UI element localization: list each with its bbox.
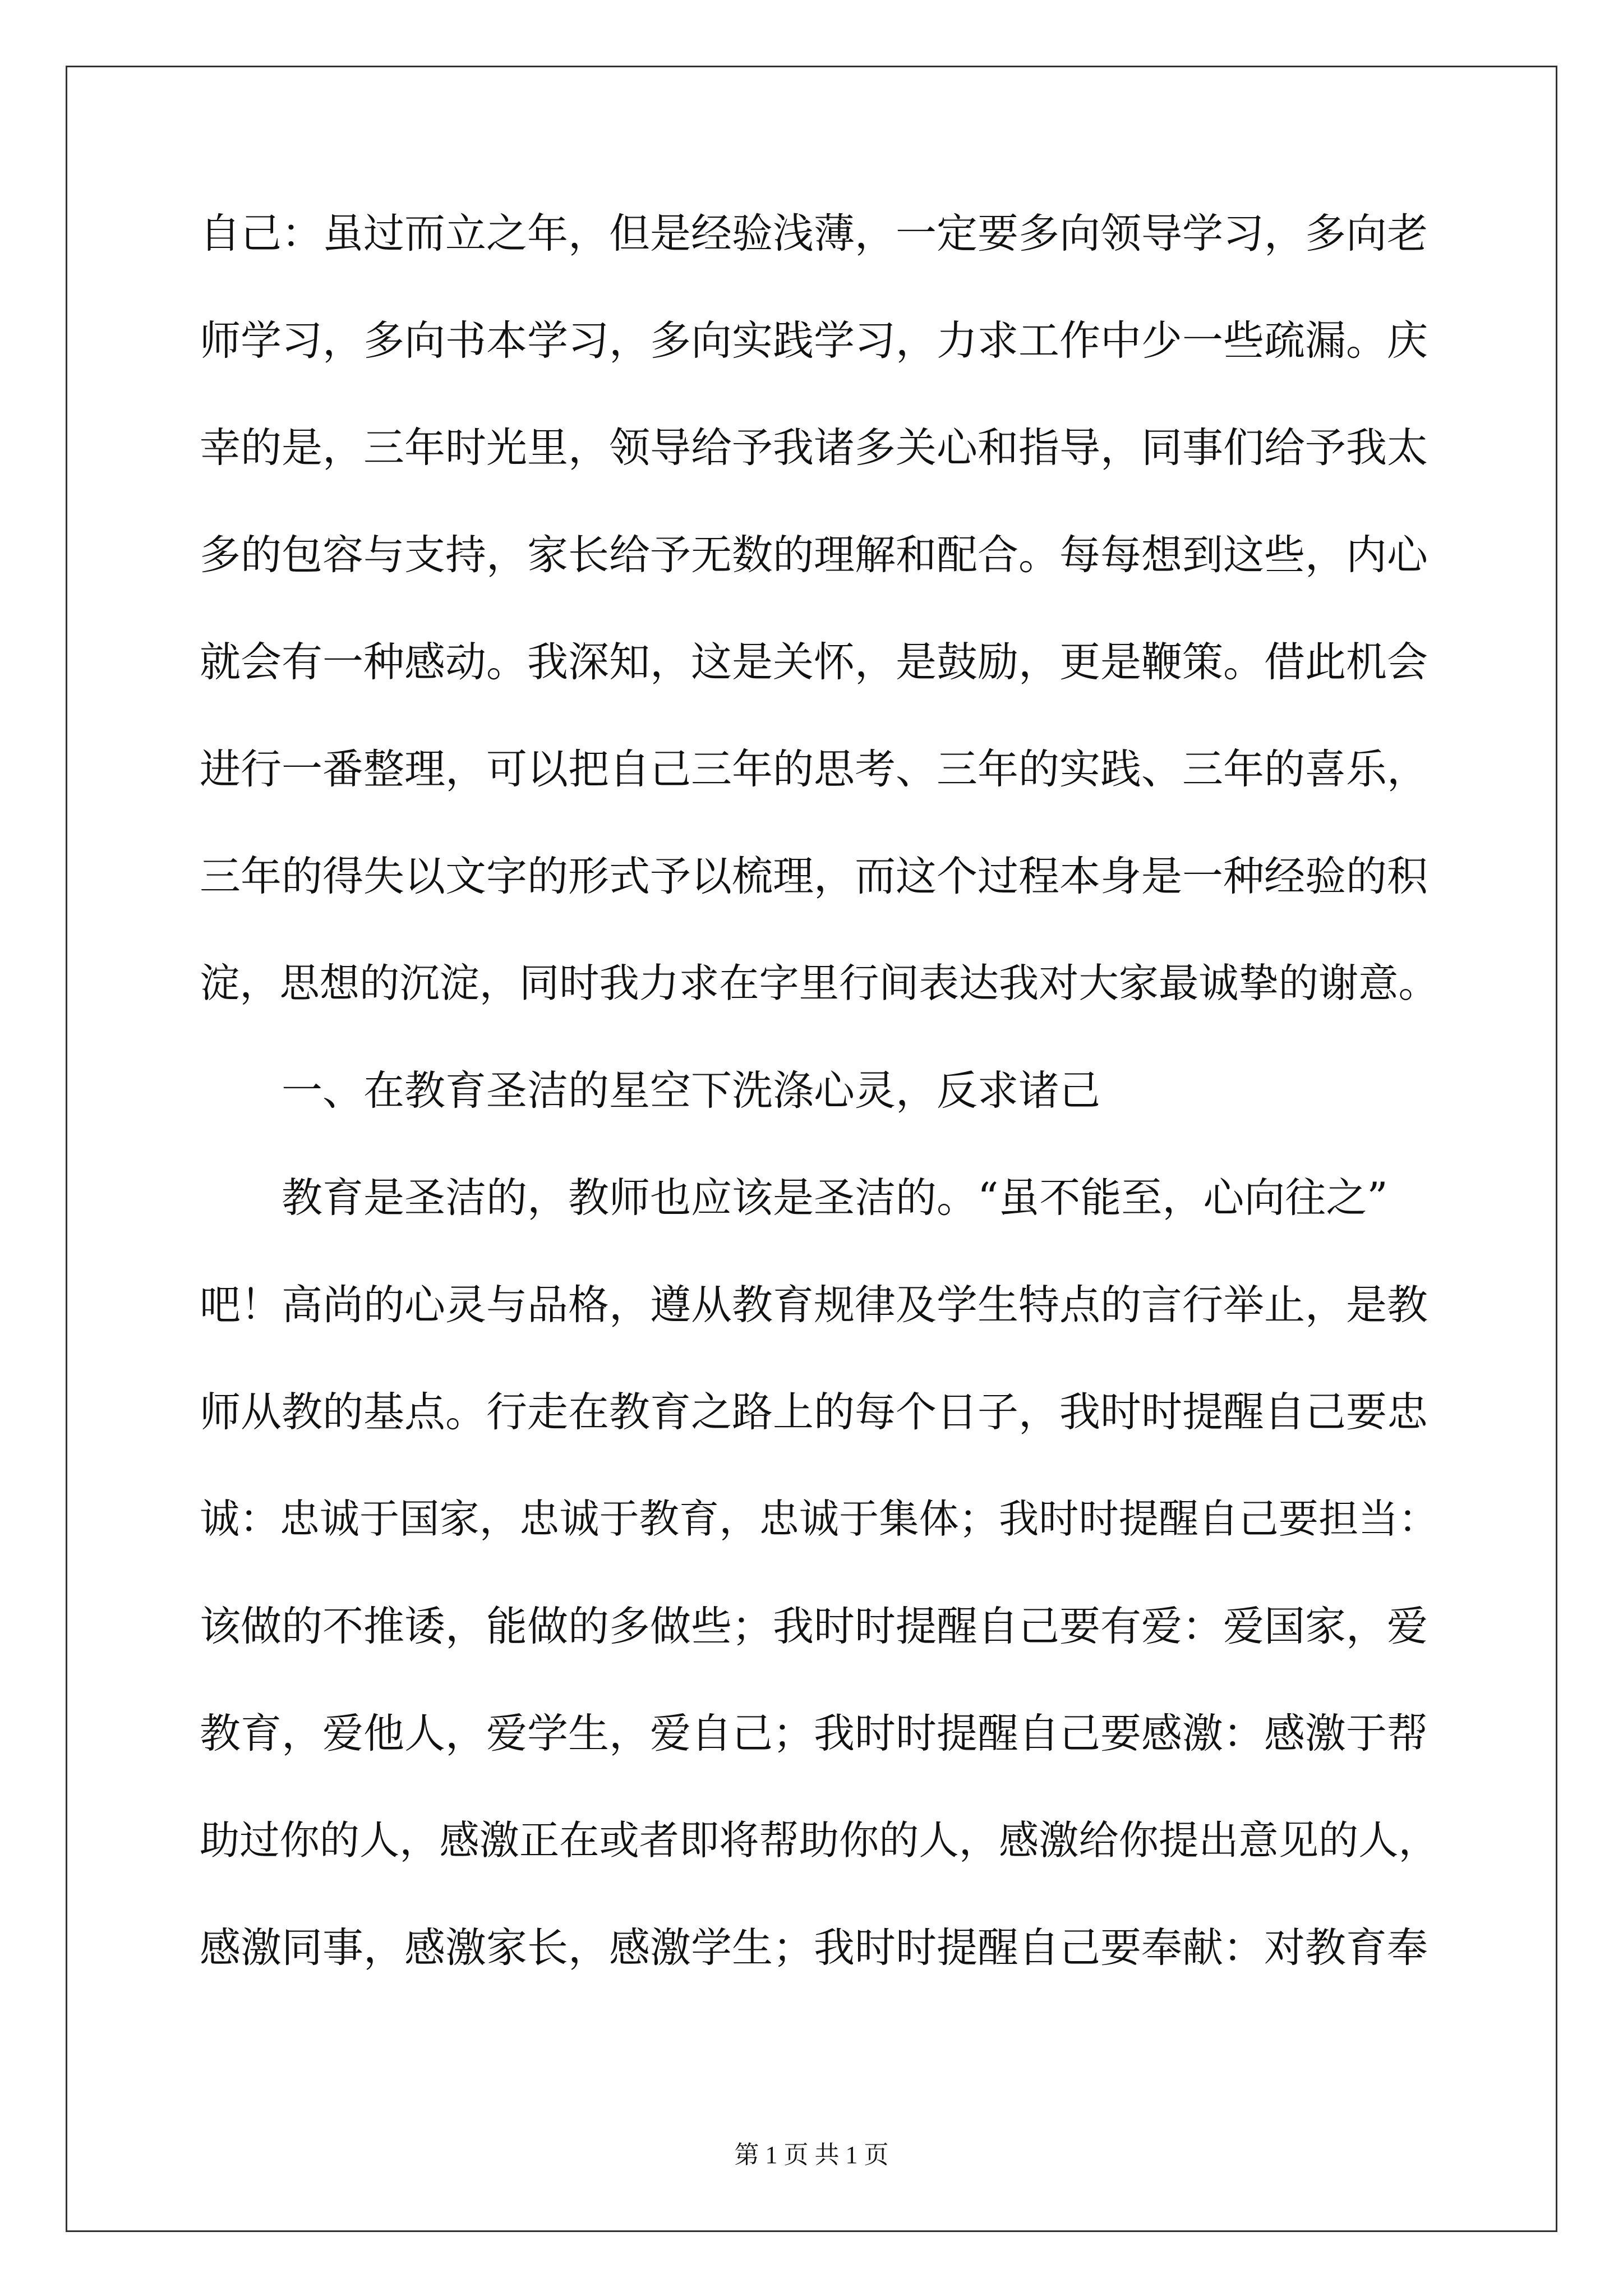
text-line-14: 该做的不推诿，能做的多做些；我时时提醒自己要有爱：爱国家，爱: [200, 1603, 1428, 1650]
text-line-1: 自己：虽过而立之年，但是经验浅薄，一定要多向领导学习，多向老: [200, 210, 1428, 257]
text-line-5: 就会有一种感动。我深知，这是关怀，是鼓励，更是鞭策。借此机会: [200, 638, 1428, 686]
text-line-2: 师学习，多向书本学习，多向实践学习，力求工作中少一些疏漏。庆: [200, 317, 1428, 365]
text-line-13: 诚：忠诚于国家，忠诚于教育，忠诚于集体；我时时提醒自己要担当：: [200, 1496, 1438, 1542]
page-number-label: 第 1 页 共 1 页: [734, 2141, 889, 2169]
text-line-10: 教育是圣洁的，教师也应该是圣洁的。“虽不能至，心向往之”: [282, 1174, 1388, 1222]
section-heading: 一、在教育圣洁的星空下洗涤心灵，反求诸己: [282, 1067, 1100, 1115]
text-line-17: 感激同事，感激家长，感激学生；我时时提醒自己要奉献：对教育奉: [200, 1924, 1428, 1972]
text-line-11: 吧！高尚的心灵与品格，遵从教育规律及学生特点的言行举止，是教: [200, 1281, 1428, 1329]
text-line-16: 助过你的人，感激正在或者即将帮助你的人，感激给你提出意见的人，: [200, 1817, 1438, 1864]
text-line-3: 幸的是，三年时光里，领导给予我诸多关心和指导，同事们给予我太: [200, 424, 1428, 472]
text-line-15: 教育，爱他人，爱学生，爱自己；我时时提醒自己要感激：感激于帮: [200, 1710, 1428, 1757]
page-number-footer: [0, 2134, 1623, 2170]
text-line-8: 淀，思想的沉淀，同时我力求在字里行间表达我对大家最诚挚的谢意。: [200, 960, 1438, 1006]
text-line-12: 师从教的基点。行走在教育之路上的每个日子，我时时提醒自己要忠: [200, 1388, 1428, 1436]
text-line-4: 多的包容与支持，家长给予无数的理解和配合。每每想到这些，内心: [200, 531, 1428, 579]
text-line-7: 三年的得失以文字的形式予以梳理，而这个过程本身是一种经验的积: [200, 853, 1428, 900]
text-line-6: 进行一番整理，可以把自己三年的思考、三年的实践、三年的喜乐，: [200, 746, 1428, 793]
document-body: [200, 210, 1445, 2035]
